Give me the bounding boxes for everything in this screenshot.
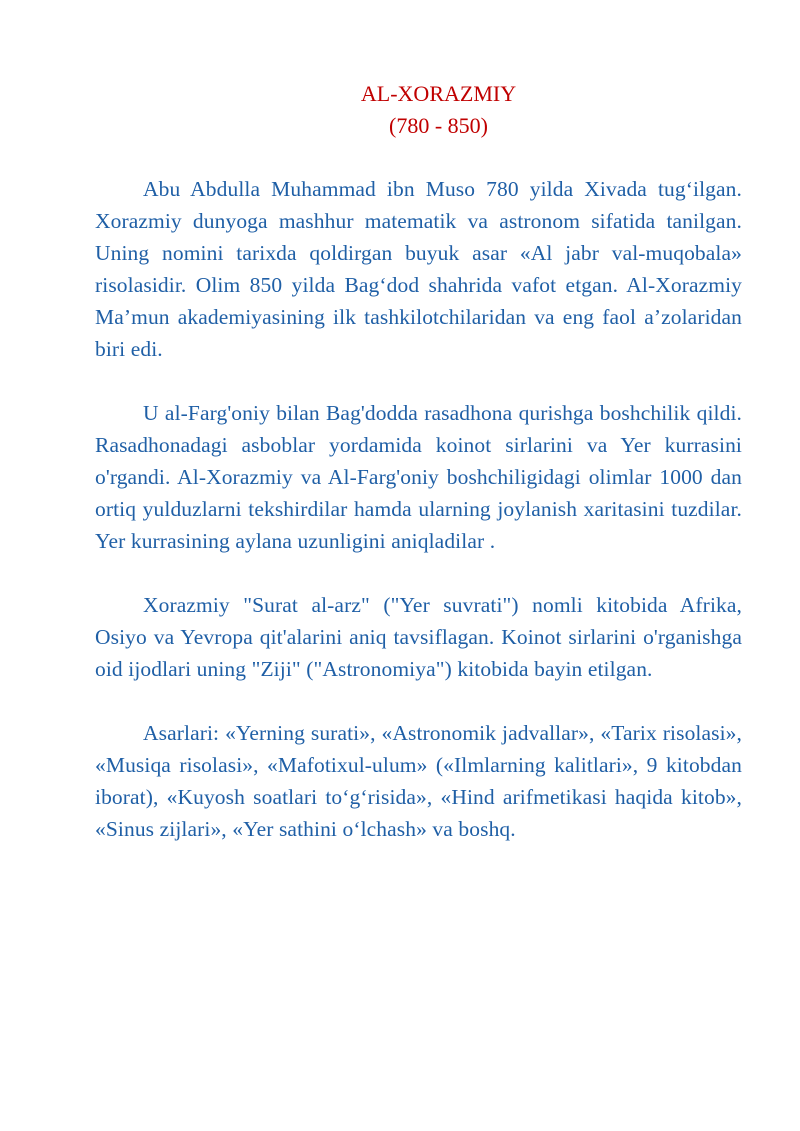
paragraph-observatory: U al-Farg'oniy bilan Bag'dodda rasadhona qurishga boshchilik qildi. Rasadhonadagi asboblar yordamida koinot sirlarini va Yer kurrasini o'rgandi. Al-Xorazmiy va Al-Farg'oniy boshchiligidagi olimlar 1000 dan ortiq yulduzlarni tekshirdilar hamda ularning joylanish xaritasini tuzdilar. Yer kurrasining aylana uzunligini aniqladilar . bbox=[95, 401, 742, 553]
title-block bbox=[95, 78, 742, 142]
paragraph-geography: Xorazmiy "Surat al-arz" ("Yer suvrati") nomli kitobida Afrika, Osiyo va Yevropa qit'alarini aniq tavsiflagan. Koinot sirlarini o'rganishga oid ijodlari uning "Ziji" ("Astronomiya") kitobida bayin etilgan. bbox=[95, 593, 742, 681]
document-title: AL-XORAZMIY bbox=[360, 81, 517, 106]
document-years: (780 - 850) bbox=[389, 113, 488, 138]
paragraph-biography: Abu Abdulla Muhammad ibn Muso 780 yilda Xivada tug‘ilgan. Xorazmiy dunyoga mashhur matematik va astronom sifatida tanilgan. Uning nomini tarixda qoldirgan buyuk asar «Al jabr val-muqobala» risolasidir. Olim 850 yilda Bag‘dod shahrida vafot etgan. Al-Xorazmiy Ma’mun akademiyasining ilk tashkilotchilaridan va eng faol a’zolaridan biri edi. bbox=[95, 177, 742, 361]
paragraph-works: Asarlari: «Yerning surati», «Astronomik jadvallar», «Tarix risolasi», «Musiqa risolasi», «Mafotixul-ulum» («Ilmlarning kalitlari», 9 kitobdan iborat), «Kuyosh soatlari to‘g‘risida», «Hind arifmetikasi haqida kitob», «Sinus zijlari», «Yer sathini o‘lchash» va boshq. bbox=[95, 721, 742, 841]
document-body bbox=[95, 173, 742, 877]
